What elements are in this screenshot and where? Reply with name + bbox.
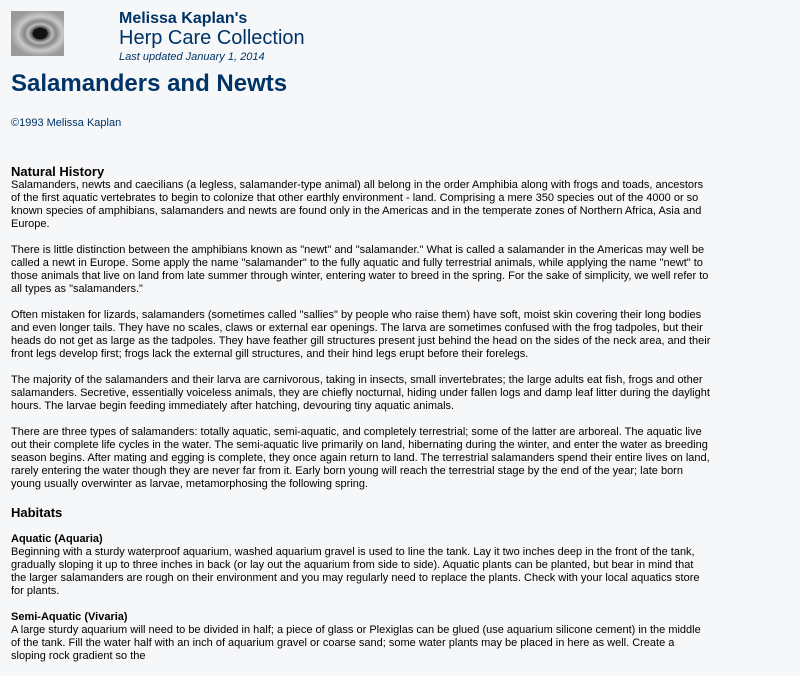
- paragraph: Beginning with a sturdy waterproof aquarium, washed aquarium gravel is used to line the tank. Lay it two inches deep in the front of the tank, gradually sloping it up to three inches in back (or lay out the aquarium from side to side). Aquatic plants can be planted, but bear in mind that the larger salamanders are rough on their environment and you may regularly need to replace the plants. Check with your local aquatics store for plants.: [11, 546, 700, 597]
- page-title: Salamanders and Newts: [11, 70, 288, 97]
- paragraph: Often mistaken for lizards, salamanders (sometimes called "sallies" by people who raise them) have soft, moist skin covering their long bodies and even longer tails. They have no scales, claws or external ear openings. The larva are sometimes confused with the frog tadpoles, but their heads do not get as large as the tadpoles. They have feather gill structures present just behind the head on the sides of the neck area, and their front legs develop first; frogs lack the external gill structures, and their hind legs erupt before their forelegs.: [11, 309, 711, 360]
- section-heading-habitats: Habitats: [11, 505, 63, 520]
- last-updated: Last updated January 1, 2014: [119, 51, 265, 63]
- site-name[interactable]: Herp Care Collection: [119, 27, 305, 49]
- paragraph: The majority of the salamanders and their larva are carnivorous, taking in insects, small invertebrates; the large adults eat fish, frogs and other salamanders. Secretive, essentially voiceless animals, they are chiefly nocturnal, hiding under fallen logs and damp leaf litter during the daylight hours. The larvae begin feeding immediately after hatching, devouring tiny aquatic animals.: [11, 374, 710, 412]
- paragraph: Salamanders, newts and caecilians (a legless, salamander-type animal) all belong in the order Amphibia along with frogs and toads, ancestors of the first aquatic vertebrates to begin to colonize that other earthly environment - land. Comprising a mere 350 species out of the 4000 or so known species of amphibians, salamanders and newts are found only in the Americas and in the temperate zones of Northern Africa, Asia and Europe.: [11, 179, 704, 230]
- paragraph: There is little distinction between the amphibians known as "newt" and "salamander." What is called a salamander in the Americas may well be called a newt in Europe. Some apply the name "salamander" to the fully aquatic and fully terrestrial animals, while applying the name "newt" to those animals that live on land from late summer through winter, entering water to breed in the spring. For the sake of simplicity, we well refer to all types as "salamanders.": [11, 244, 709, 295]
- logo-eye-image[interactable]: [11, 11, 64, 56]
- copyright: ©1993 Melissa Kaplan: [11, 117, 122, 129]
- site-owner: Melissa Kaplan's: [119, 10, 248, 27]
- subheading-aquatic: Aquatic (Aquaria): [11, 533, 103, 545]
- section-heading-natural-history: Natural History: [11, 164, 105, 179]
- paragraph: A large sturdy aquarium will need to be divided in half; a piece of glass or Plexiglas can be glued (use aquarium silicone cement) in the middle of the tank. Fill the water half with an inch of aquarium gravel or coarse sand; some water plants may be placed in here as well. Create a sloping rock gradient so the: [11, 624, 701, 662]
- subheading-semi-aquatic: Semi-Aquatic (Vivaria): [11, 611, 128, 623]
- paragraph: There are three types of salamanders: totally aquatic, semi-aquatic, and completely terrestrial; some of the latter are arboreal. The aquatic live out their complete life cycles in the water. The semi-aquatic live primarily on land, hibernating during the winter, and enter the water as breeding season begins. After mating and egging is complete, they once again return to land. The terrestrial salamanders spend their entire lives on land, rarely entering the water though they are never far from it. Early born young will reach the terrestrial stage by the end of the year; late born young usually overwinter as larvae, metamorphosing the following spring.: [11, 426, 710, 490]
- article: [11, 165, 711, 676]
